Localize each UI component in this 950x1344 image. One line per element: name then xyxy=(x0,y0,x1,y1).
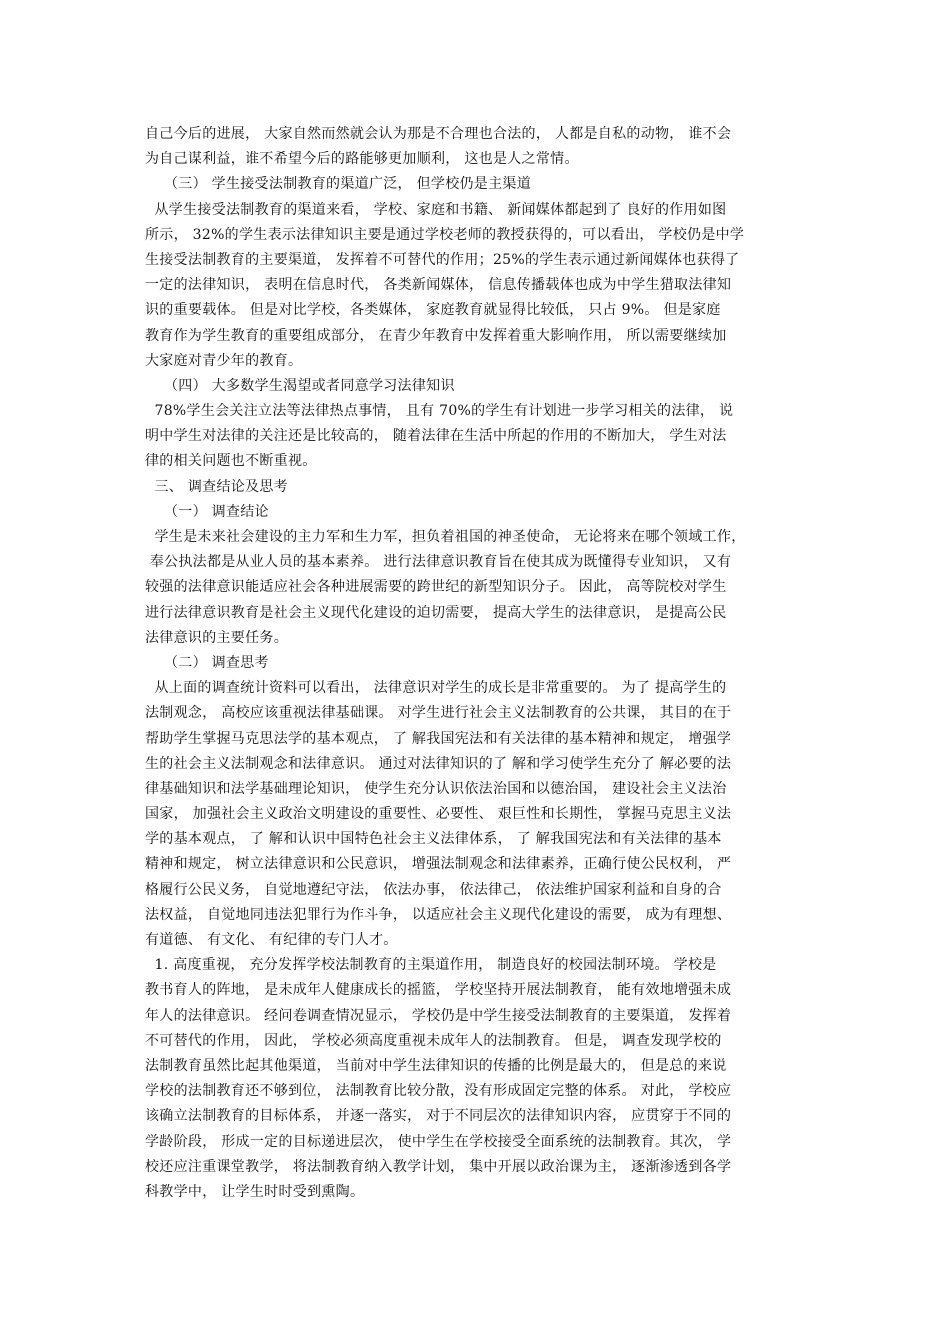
text-line: 年人的法律意识。 经问卷调查情况显示， 学校仍是中学生接受法制教育的主要渠道， 发挥着 xyxy=(145,1007,732,1024)
text-line: 帮助学生掌握马克思法学的基本观点， 了 解我国宪法和有关法律的基本精神和规定， 增强学 xyxy=(145,730,732,747)
text-line: 精神和规定， 树立法律意识和公民意识， 增强法制观念和法律素养，正确行使公民权利， 严 xyxy=(145,856,732,873)
text-line: 从上面的调查统计资料可以看出， 法律意识对学生的成长是非常重要的。 为了 提高学生的 xyxy=(145,680,727,697)
text-line: 学生是未来社会建设的主力军和生力军，担负着祖国的神圣使命， 无论将来在哪个领域工作， xyxy=(145,529,746,545)
numbered-item-1: 1. 高度重视， 充分发挥学校法制教育的主渠道作用， 制造良好的校园法制环境。 学校是 xyxy=(145,957,717,974)
text-line: 学校的法制教育还不够到位， 法制教育比较分散，没有形成固定完整的体系。 对此， 学校应 xyxy=(145,1083,732,1100)
section-heading-reflection: （二） 调查思考 xyxy=(145,654,269,671)
text-line: 律基础知识和法学基础理论知识， 使学生充分认识依法治国和以德治国， 建设社会主义法治 xyxy=(145,780,727,797)
document-body xyxy=(145,122,813,1205)
text-line: 奉公执法都是从业人员的基本素养。 进行法律意识教育旨在使其成为既懂得专业知识， 又有 xyxy=(145,554,732,571)
chapter-heading-conclusions: 三、 调查结论及思考 xyxy=(145,478,288,495)
section-heading-4: （四） 大多数学生渴望或者同意学习法律知识 xyxy=(145,377,455,394)
text-line: 法律意识的主要任务。 xyxy=(145,629,288,646)
text-line: 生接受法制教育的主要渠道， 发挥着不可替代的作用；25%的学生表示通过新闻媒体也获得了 xyxy=(145,251,740,268)
text-line: 所示， 32%的学生表示法律知识主要是通过学校老师的教授获得的，可以看出， 学校仍是中学 xyxy=(145,226,745,243)
text-line: 科教学中， 让学生时时受到熏陶。 xyxy=(145,1183,365,1200)
text-line: 一定的法律知识， 表明在信息时代， 各类新闻媒体， 信息传播载体也成为中学生猎取法律知 xyxy=(145,277,732,294)
text-line: 教育作为学生教育的重要组成部分， 在青少年教育中发挥着重大影响作用， 所以需要继续加 xyxy=(145,327,727,344)
text-line: 格履行公民义务， 自觉地遵纪守法， 依法办事， 依法律己， 依法维护国家利益和自身的合 xyxy=(145,881,722,898)
text-line: 生的社会主义法制观念和法律意识。 通过对法律知识的了 解和学习使学生充分了 解必要的法 xyxy=(145,755,732,772)
text-line: 学龄阶段， 形成一定的目标递进层次， 使中学生在学校接受全面系统的法制教育。其次， 学 xyxy=(145,1133,732,1150)
text-line: 78%学生会关注立法等法律热点事情， 且有 70%的学生有计划进一步学习相关的法律， 说 xyxy=(145,403,734,420)
section-heading-conclusion: （一） 调查结论 xyxy=(145,503,269,520)
section-heading-3: （三） 学生接受法制教育的渠道广泛， 但学校仍是主渠道 xyxy=(145,176,531,193)
text-line: 律的相关问题也不断重视。 xyxy=(145,453,317,470)
text-line: 教书育人的阵地， 是未成年人健康成长的摇篮， 学校坚持开展法制教育， 能有效地增强未成 xyxy=(145,982,732,999)
text-line: 为自己谋利益，谁不希望今后的路能够更加顺利， 这也是人之常情。 xyxy=(145,151,579,168)
text-line: 该确立法制教育的目标体系， 并逐一落实， 对于不同层次的法律知识内容， 应贯穿于不同的 xyxy=(145,1108,732,1125)
text-line: 法制观念， 高校应该重视法律基础课。 对学生进行社会主义法制教育的公共课， 其目的在于 xyxy=(145,705,732,722)
text-line: 学的基本观点， 了 解和认识中国特色社会主义法律体系， 了 解我国宪法和有关法律的基本 xyxy=(145,831,722,848)
text-line: 识的重要载体。 但是对比学校，各类媒体， 家庭教育就显得比较低， 只占 9%。 但是家庭 xyxy=(145,302,721,319)
text-line: 校还应注重课堂教学， 将法制教育纳入教学计划， 集中开展以政治课为主， 逐渐渗透到各学 xyxy=(145,1158,732,1175)
text-line: 有道德、 有文化、 有纪律的专门人才。 xyxy=(145,932,398,948)
text-line: 国家， 加强社会主义政治文明建设的重要性、必要性、 艰巨性和长期性， 掌握马克思主义法 xyxy=(145,806,732,823)
text-line: 大家庭对青少年的教育。 xyxy=(145,352,303,369)
text-line: 明中学生对法律的关注还是比较高的， 随着法律在生活中所起的作用的不断加大， 学生对法 xyxy=(145,428,727,445)
text-line: 法制教育虽然比起其他渠道， 当前对中学生法律知识的传播的比例是最大的， 但是总的来说 xyxy=(145,1057,727,1074)
text-line: 法权益， 自觉地同违法犯罪行为作斗争， 以适应社会主义现代化建设的需要， 成为有理想、 xyxy=(145,906,732,923)
text-line: 自己今后的进展， 大家自然而然就会认为那是不合理也合法的， 人都是自私的动物， 谁不会 xyxy=(145,126,732,142)
text-line: 较强的法律意识能适应社会各种进展需要的跨世纪的新型知识分子。 因此， 高等院校对学生 xyxy=(145,579,727,596)
text-line: 不可替代的作用， 因此， 学校必须高度重视未成年人的法制教育。 但是， 调查发现学校的 xyxy=(145,1032,722,1049)
text-line: 从学生接受法制教育的渠道来看， 学校、家庭和书籍、 新闻媒体都起到了 良好的作用如图 xyxy=(145,201,727,218)
text-line: 进行法律意识教育是社会主义现代化建设的迫切需要， 提高大学生的法律意识， 是提高公民 xyxy=(145,604,727,621)
